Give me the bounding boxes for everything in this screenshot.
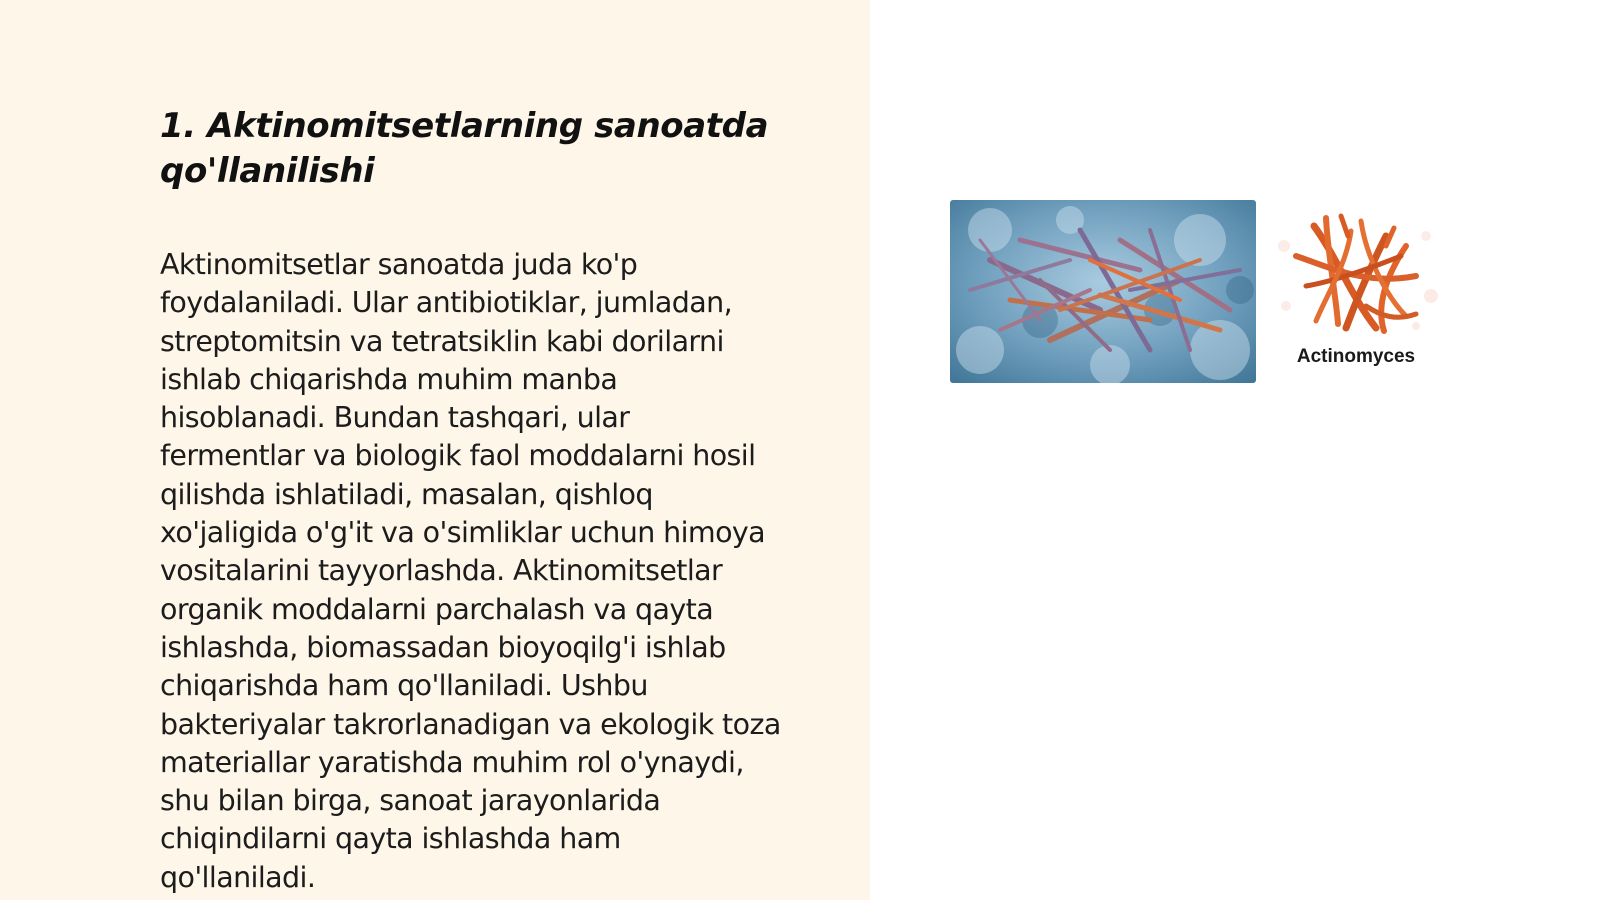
body-line: chiqarishda ham qo'llaniladi. Ushbu <box>160 669 648 703</box>
body-line: ishlashda, biomassadan bioyoqilg'i ishlab <box>160 630 726 664</box>
body-line: qilishda ishlatiladi, masalan, qishloq <box>160 477 653 511</box>
body-line: hisoblanadi. Bundan tashqari, ular <box>160 401 630 435</box>
body-line: xo'jaligida o'g'it va o'simliklar uchun himoya <box>160 516 766 550</box>
diagram-label: Actinomyces <box>1296 346 1416 367</box>
body-line: materiallar yaratishda muhim rol o'ynaydi, <box>160 745 744 779</box>
body-line: Aktinomitsetlar sanoatda juda ko'p <box>160 248 638 281</box>
slide-title: 1. Aktinomitsetlarning sanoatda qo'llanilishi <box>160 106 769 191</box>
actinomyces-diagram <box>1266 206 1446 382</box>
body-line: foydalaniladi. Ular antibiotiklar, jumladan, <box>160 286 733 320</box>
body-line: qo'llaniladi. <box>160 860 316 894</box>
body-line: shu bilan birga, sanoat jarayonlarida <box>160 784 661 818</box>
body-line: organik moddalarni parchalash va qayta <box>160 592 714 626</box>
body-line: fermentlar va biologik faol moddalarni hosil <box>160 439 756 473</box>
body-line: ishlab chiqarishda muhim manba <box>160 362 618 396</box>
body-line: vositalarini tayyorlashda. Aktinomitsetlar <box>160 554 723 588</box>
body-text <box>160 246 850 897</box>
body-line: streptomitsin va tetratsiklin kabi dorilarni <box>160 324 724 358</box>
body-line: chiqindilarni qayta ishlashda ham <box>160 822 621 856</box>
bacteria-photo <box>950 200 1256 383</box>
body-line: bakteriyalar takrorlanadigan va ekologik toza <box>160 707 781 741</box>
